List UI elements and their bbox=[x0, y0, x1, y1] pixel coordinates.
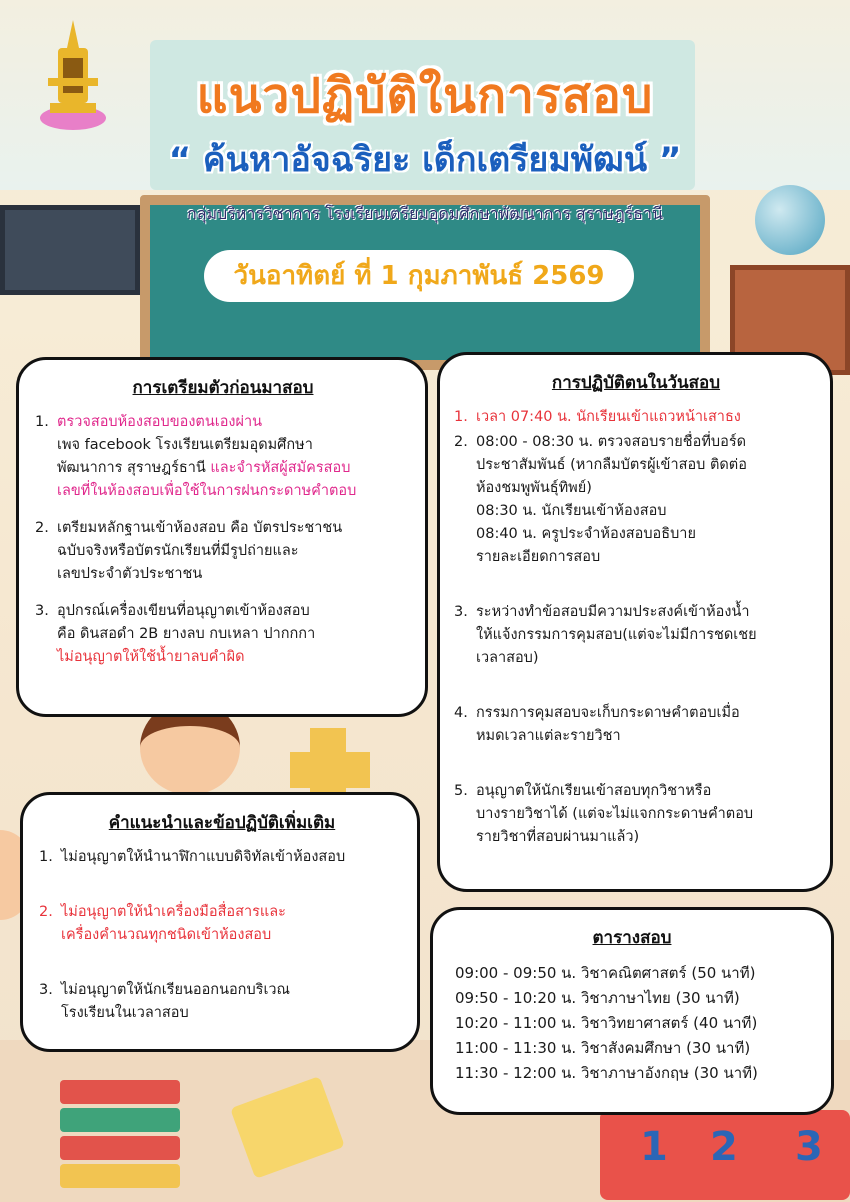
schedule-row: 10:20 - 11:00 น. วิชาวิทยาศาสตร์ (40 นาที) bbox=[455, 1014, 758, 1032]
page-subtitle: “ ค้นหาอัจฉริยะ เด็กเตรียมพัฒน์ ” bbox=[168, 140, 682, 180]
train-number: 3 bbox=[795, 1124, 823, 1170]
list-item: 2. 08:00 - 08:30 น. ตรวจสอบรายชื่อที่บอร์ด ประชาสัมพันธ์ (หากลืมบัตรผู้เข้าสอบ ติดต่อ ห้องชมพูพันธุ์ทิพย์) 08:30 น. นักเรียนเข้าห้องสอบ 08:40 น. ครูประจำห้องสอบอธิบาย รายละเอียดการสอบ bbox=[454, 434, 747, 565]
list-item: 3. อุปกรณ์เครื่องเขียนที่อนุญาตเข้าห้องสอบ คือ ดินสอดำ 2B ยางลบ กบเหลา ปากกกา ไม่อนุญาตให้ใช้น้ำยาลบคำผิด bbox=[35, 603, 316, 665]
list-item: 2. ไม่อนุญาตให้นำเครื่องมือสื่อสารและ เครื่องคำนวณทุกชนิดเข้าห้องสอบ bbox=[39, 904, 286, 943]
plus-shape-bar bbox=[290, 752, 370, 788]
train-number: 1 bbox=[640, 1124, 668, 1170]
toy-train-illustration bbox=[600, 1110, 850, 1200]
schedule-row: 09:00 - 09:50 น. วิชาคณิตศาสตร์ (50 นาที) bbox=[455, 964, 756, 982]
book-stack-icon bbox=[60, 1080, 180, 1190]
schedule-row: 09:50 - 10:20 น. วิชาภาษาไทย (30 นาที) bbox=[455, 989, 740, 1007]
list-item: 3. ระหว่างทำข้อสอบมีความประสงค์เข้าห้องน้ำ ให้แจ้งกรรมการคุมสอบ(แต่จะไม่มีการชดเชย เวลาสอบ) bbox=[454, 604, 757, 666]
exam-day-card bbox=[437, 352, 833, 892]
card-title: ตารางสอบ bbox=[592, 928, 672, 948]
schedule-row: 11:30 - 12:00 น. วิชาภาษาอังกฤษ (30 นาที) bbox=[455, 1064, 758, 1082]
schedule-row: 11:00 - 11:30 น. วิชาสังคมศึกษา (30 นาที) bbox=[455, 1039, 751, 1057]
exam-schedule-card bbox=[430, 907, 834, 1115]
train-number: 2 bbox=[710, 1124, 738, 1170]
preparation-card bbox=[16, 357, 428, 717]
card-title: คำแนะนำและข้อปฏิบัติเพิ่มเติม bbox=[108, 813, 336, 833]
card-title: การเตรียมตัวก่อนมาสอบ bbox=[132, 378, 314, 398]
page-title: แนวปฏิบัติในการสอบ bbox=[196, 68, 654, 124]
list-item: 1. ไม่อนุญาตให้นำนาฬิกาแบบดิจิทัลเข้าห้องสอบ bbox=[39, 849, 346, 865]
list-item: 3. ไม่อนุญาตให้นักเรียนออกนอกบริเวณ โรงเรียนในเวลาสอบ bbox=[39, 982, 291, 1021]
list-item: 2. เตรียมหลักฐานเข้าห้องสอบ คือ บัตรประชาชน ฉบับจริงหรือบัตรนักเรียนที่มีรูปถ่ายและ เลขประจำตัวประชาชน bbox=[35, 520, 343, 582]
list-item: 1. เวลา 07:40 น. นักเรียนเข้าแถวหน้าเสาธง bbox=[454, 409, 741, 425]
list-item: 1. ตรวจสอบห้องสอบของตนเองผ่าน เพจ facebook โรงเรียนเตรียมอุดมศึกษา พัฒนาการ สุราษฎร์ธานี และจำรหัสผู้สมัครสอบ เลขที่ในห้องสอบเพื่อใช้ในการฝนกระดาษคำตอบ bbox=[35, 414, 357, 499]
list-item: 4. กรรมการคุมสอบจะเก็บกระดาษคำตอบเมื่อ หมดเวลาแต่ละรายวิชา bbox=[454, 705, 740, 744]
list-item: 5. อนุญาตให้นักเรียนเข้าสอบทุกวิชาหรือ บางรายวิชาได้ (แต่จะไม่แจกกระดาษคำตอบ รายวิชาที่สอบผ่านมาแล้ว) bbox=[454, 783, 754, 845]
card-title: การปฏิบัติตนในวันสอบ bbox=[551, 373, 721, 393]
additional-rules-card bbox=[20, 792, 420, 1052]
organization-name: กลุ่มบริหารวิชาการ โรงเรียนเตรียมอุดมศึกษาพัฒนาการ สุราษฎร์ธานี bbox=[187, 204, 663, 223]
exam-date: วันอาทิตย์ ที่ 1 กุมภาพันธ์ 2569 bbox=[204, 250, 634, 302]
